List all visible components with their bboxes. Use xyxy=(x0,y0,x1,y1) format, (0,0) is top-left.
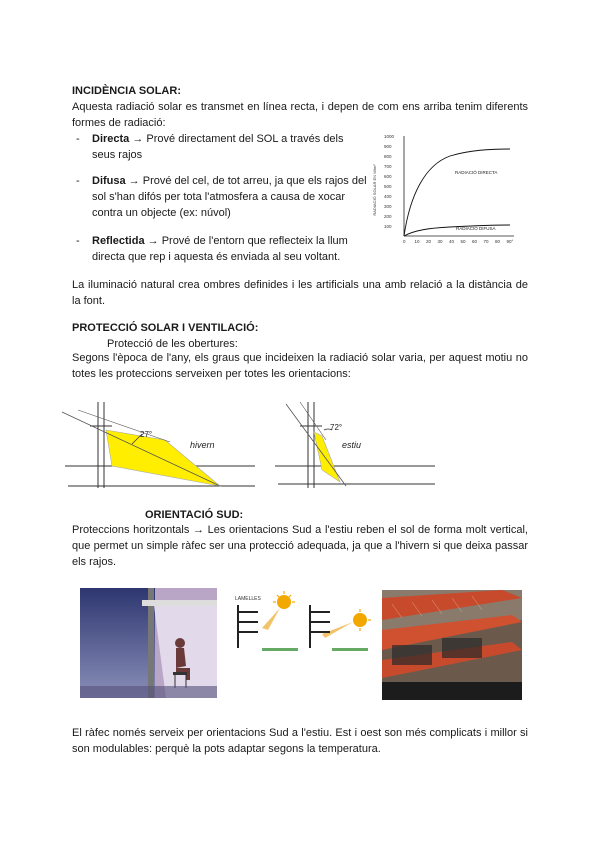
x-tick-label: 20 xyxy=(426,239,432,244)
x-tick-label: 90° xyxy=(506,239,514,244)
x-tick-label: 60 xyxy=(472,239,478,244)
summer-angle: 72° xyxy=(330,423,343,432)
summer-sun-diagram xyxy=(270,400,440,490)
south-paragraph: Proteccions horitzontals → Les orientacions Sud a l'estiu reben el sol de forma molt vertical, que permet un simple ràfec ser una protecció adequada, ja que a l'hivern si que deixa passar els rajos. xyxy=(72,524,528,568)
x-tick-label: 0 xyxy=(403,239,406,244)
winter-label: hivern xyxy=(190,440,215,450)
list-item-direct: - Directa → Prové directament del SOL a través dels seus rajos xyxy=(76,133,344,161)
x-tick-label: 70 xyxy=(483,239,489,244)
x-tick-label: 40 xyxy=(449,239,455,244)
section-title-solar-protection: PROTECCIÓ SOLAR I VENTILACIÓ: xyxy=(72,322,259,334)
winter-sun-diagram xyxy=(60,400,260,490)
term-reflected: Reflectida xyxy=(92,235,145,247)
chart-ylabel: RADIACIÓ SOLAR EN W/m² xyxy=(372,164,377,216)
y-tick-label: 900 xyxy=(384,144,392,149)
section-title-solar-incidence: INCIDÈNCIA SOLAR: xyxy=(72,85,181,97)
label-diffuse-radiation: RADIACIÓ DIFUSA xyxy=(456,226,496,231)
x-tick-label: 30 xyxy=(437,239,443,244)
intro-paragraph: Aquesta radiació solar es transmet en línea recta, i depen de com ens arriba tenim diferents formes de radiació: xyxy=(72,101,528,129)
y-tick-label: 300 xyxy=(384,204,392,209)
y-tick-label: 100 xyxy=(384,224,392,229)
list-item-reflected: - Reflectida → Prové de l'entorn que reflecteix la llum directa que rep i aquesta és enviada al seu voltant. xyxy=(76,235,348,263)
summer-light-patch xyxy=(314,432,340,482)
protection-paragraph: Segons l'època de l'any, els graus que incideixen la radiació solar varia, per aquest motiu no totes les proteccions serveixen per totes les orientacions: xyxy=(72,352,528,380)
lamellas-diagram xyxy=(232,590,372,660)
summer-label: estiu xyxy=(342,440,362,450)
y-tick-label: 1000 xyxy=(384,134,395,139)
radiation-chart xyxy=(370,130,520,245)
winter-angle: 27° xyxy=(140,430,153,439)
list-item-diffuse: - Difusa → Prové del cel, de tot arreu, ja que els rajos del sol s'han difós per tota l'atmosfera a causa de xocar contra un objecte (ex: núvol) xyxy=(76,175,367,219)
lamellas-label: LAMELLES xyxy=(235,596,261,602)
y-tick-label: 800 xyxy=(384,154,392,159)
x-tick-label: 50 xyxy=(460,239,466,244)
term-direct: Directa xyxy=(92,133,130,145)
building-awnings-photo xyxy=(382,590,522,700)
label-direct-radiation: RADIACIÓ DIRECTA xyxy=(455,170,498,175)
y-tick-label: 500 xyxy=(384,184,392,189)
x-tick-label: 10 xyxy=(414,239,420,244)
y-tick-label: 200 xyxy=(384,214,392,219)
illumination-paragraph: La iluminació natural crea ombres definides i les artificials una amb relació a la distància de la font. xyxy=(72,279,528,307)
y-tick-label: 700 xyxy=(384,164,392,169)
sun-icon-right xyxy=(353,613,367,627)
term-diffuse: Difusa xyxy=(92,175,126,187)
x-tick-label: 80 xyxy=(495,239,501,244)
y-tick-label: 600 xyxy=(384,174,392,179)
section-subtitle-openings: Protecció de les obertures: xyxy=(107,338,238,350)
section-title-south-orientation: ORIENTACIÓ SUD: xyxy=(145,509,244,521)
render-person-shade-image xyxy=(80,588,217,698)
closing-paragraph: El ràfec només serveix per orientacions Sud a l'estiu. Est i oest son més complicats i millor si son modulables: perquè la pots adaptar segons la temperatura. xyxy=(72,727,528,755)
sun-icon-left xyxy=(277,595,291,609)
direct-radiation-curve xyxy=(404,149,510,236)
y-tick-label: 400 xyxy=(384,194,392,199)
